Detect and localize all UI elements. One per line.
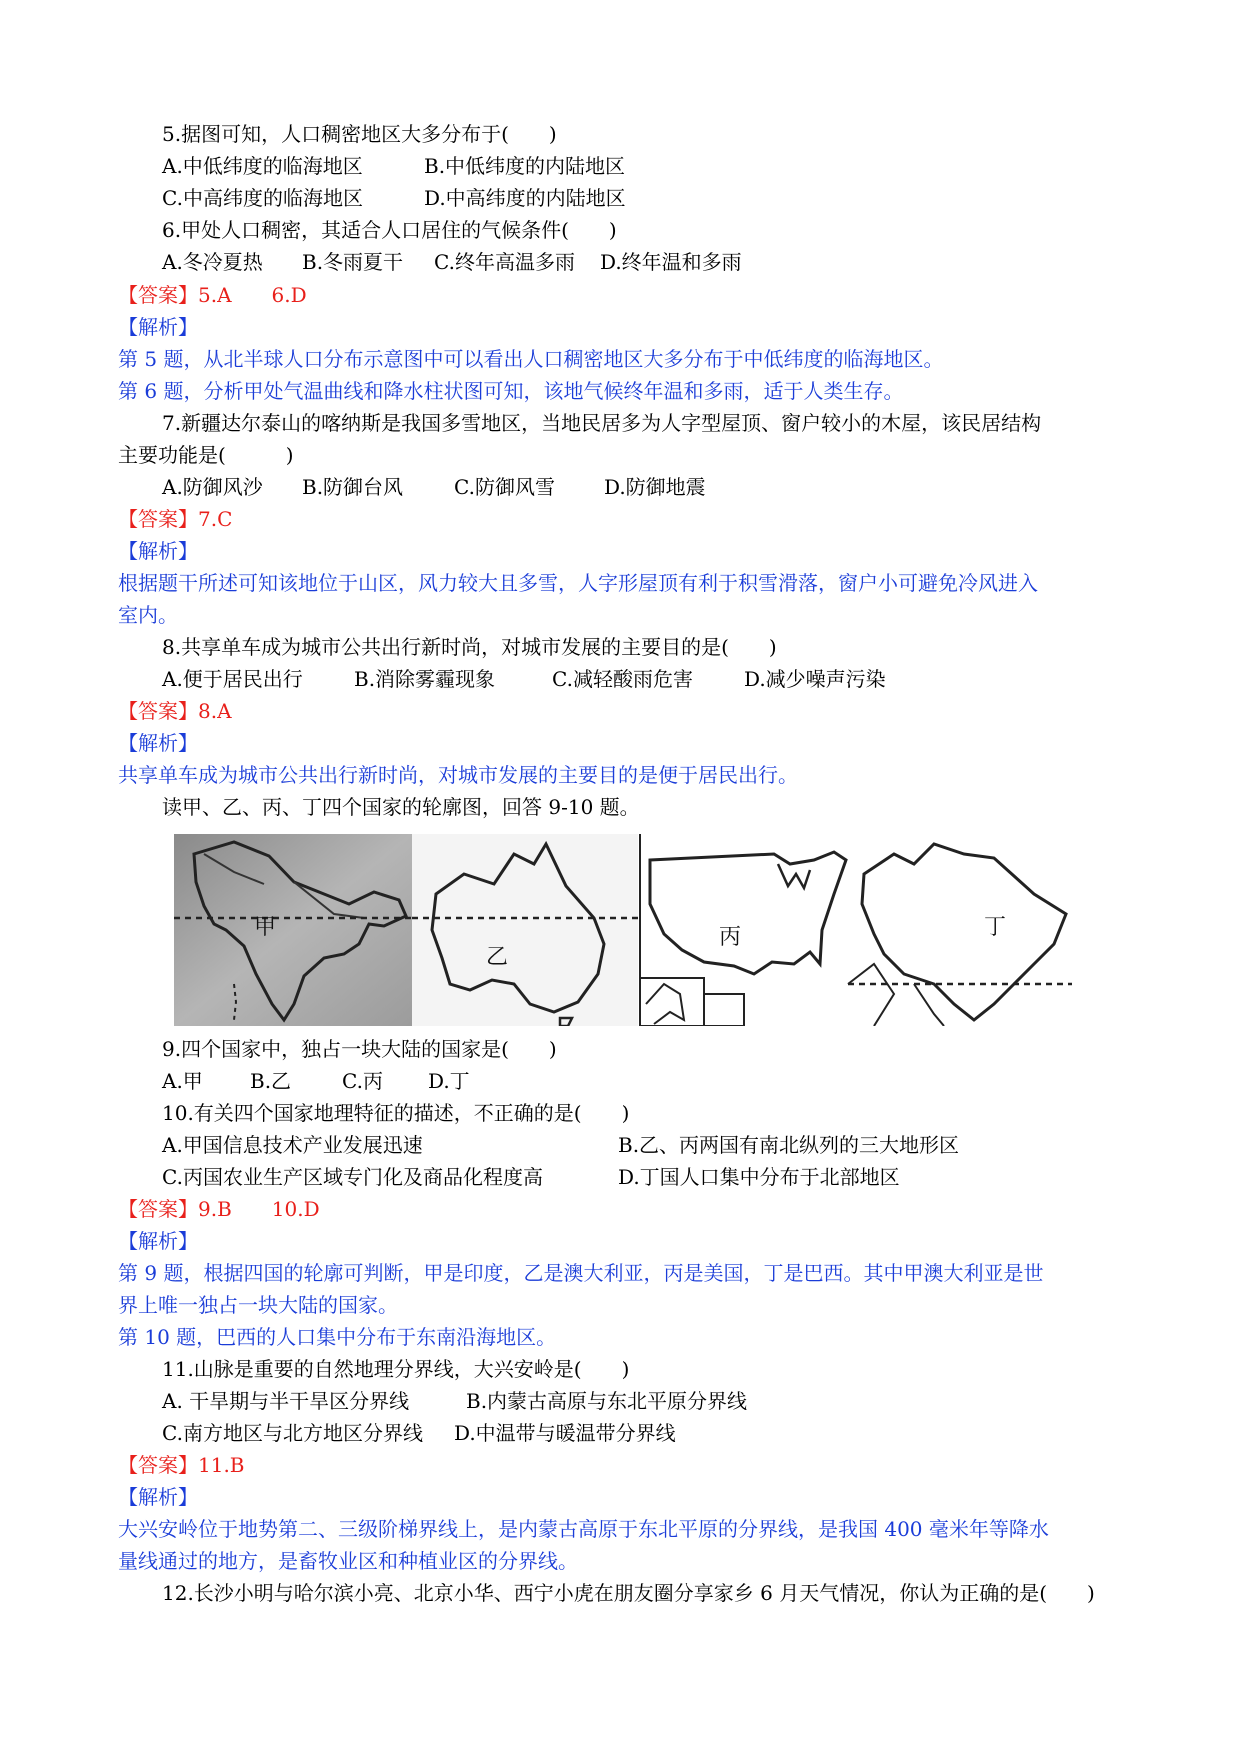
q10-option-c: C.丙国农业生产区域专门化及商品化程度高	[162, 1165, 543, 1189]
explanation-5: 第 5 题，从北半球人口分布示意图中可以看出人口稠密地区大多分布于中低纬度的临海地区。	[118, 347, 944, 371]
q8-option-b: B.消除雾霾现象	[354, 667, 496, 691]
explanation-8: 共享单车成为城市公共出行新时尚，对城市发展的主要目的是便于居民出行。	[118, 763, 798, 787]
answer-9-10: 【答案】9.B 10.D	[118, 1197, 320, 1221]
q9-option-d: D.丁	[428, 1069, 470, 1093]
q11-option-b: B.内蒙古高原与东北平原分界线	[466, 1389, 748, 1413]
analysis-label-5-6: 【解析】	[118, 315, 198, 339]
q8-options	[162, 665, 1062, 693]
q5-option-b: B.中低纬度的内陆地区	[424, 154, 626, 178]
q5-option-d: D.中高纬度的内陆地区	[424, 186, 626, 210]
q6-stem: 6.甲处人口稠密，其适合人口居住的气候条件( )	[162, 218, 617, 242]
q5-stem: 5.据图可知，人口稠密地区大多分布于( )	[162, 122, 557, 146]
q10-options-row1	[162, 1131, 1062, 1159]
explanation-6: 第 6 题，分析甲处气温曲线和降水柱状图可知，该地气候终年温和多雨，适于人类生存。	[118, 379, 904, 403]
q5-option-c: C.中高纬度的临海地区	[162, 186, 363, 210]
country-outline-figure	[174, 834, 1072, 1026]
q8-option-d: D.减少噪声污染	[744, 667, 886, 691]
q5-options-row2	[162, 184, 1062, 212]
explanation-10: 第 10 题，巴西的人口集中分布于东南沿海地区。	[118, 1325, 557, 1349]
analysis-label-9-10: 【解析】	[118, 1229, 198, 1253]
q10-options-row2	[162, 1163, 1062, 1191]
q7-options	[162, 473, 1062, 501]
q10-option-b: B.乙、丙两国有南北纵列的三大地形区	[618, 1133, 960, 1157]
q6-option-c: C.终年高温多雨	[434, 250, 575, 274]
explanation-7-line1: 根据题干所述可知该地位于山区，风力较大且多雪，人字形屋顶有利于积雪滑落，窗户小可避免冷风进入	[118, 571, 1038, 595]
q5-options-row1	[162, 152, 1062, 180]
answer-11: 【答案】11.B	[118, 1453, 245, 1477]
answer-5-6: 【答案】5.A 6.D	[118, 283, 307, 307]
q9-option-c: C.丙	[342, 1069, 383, 1093]
q11-options-row2	[162, 1419, 1062, 1447]
q7-option-c: C.防御风雪	[454, 475, 555, 499]
q7-stem-line2: 主要功能是( )	[118, 443, 294, 467]
label-jia: 甲	[254, 915, 277, 940]
q11-option-a: A. 干旱期与半干旱区分界线	[162, 1389, 410, 1413]
analysis-label-11: 【解析】	[118, 1485, 198, 1509]
q7-option-d: D.防御地震	[604, 475, 706, 499]
q10-option-a: A.甲国信息技术产业发展迅速	[162, 1133, 423, 1157]
explanation-11-line2: 量线通过的地方，是畜牧业区和种植业区的分界线。	[118, 1549, 578, 1573]
panel-bing-usa	[640, 834, 846, 1026]
analysis-label-8: 【解析】	[118, 731, 198, 755]
q11-options-row1	[162, 1387, 1062, 1415]
answer-8: 【答案】8.A	[118, 699, 232, 723]
q10-option-d: D.丁国人口集中分布于北部地区	[618, 1165, 900, 1189]
q10-stem: 10.有关四个国家地理特征的描述，不正确的是( )	[162, 1101, 630, 1125]
q11-option-c: C.南方地区与北方地区分界线	[162, 1421, 423, 1445]
q8-stem: 8.共享单车成为城市公共出行新时尚，对城市发展的主要目的是( )	[162, 635, 777, 659]
q8-option-c: C.减轻酸雨危害	[552, 667, 693, 691]
q5-option-a: A.中低纬度的临海地区	[162, 154, 363, 178]
q9-stem: 9.四个国家中，独占一块大陆的国家是( )	[162, 1037, 557, 1061]
panel-ding-brazil	[848, 834, 1072, 1026]
q6-options	[162, 248, 1062, 276]
q7-option-b: B.防御台风	[302, 475, 404, 499]
q6-option-b: B.冬雨夏干	[302, 250, 404, 274]
explanation-9-line2: 界上唯一独占一块大陆的国家。	[118, 1293, 398, 1317]
explanation-9-line1: 第 9 题，根据四国的轮廓可判断，甲是印度，乙是澳大利亚，丙是美国，丁是巴西。其中甲澳大利亚是世	[118, 1261, 1044, 1285]
analysis-label-7: 【解析】	[118, 539, 198, 563]
q12-stem: 12.长沙小明与哈尔滨小亮、北京小华、西宁小虎在朋友圈分享家乡 6 月天气情况，你认为正确的是( )	[162, 1581, 1095, 1605]
q6-option-a: A.冬冷夏热	[162, 250, 263, 274]
q9-option-a: A.甲	[162, 1069, 203, 1093]
panel-yi-australia	[412, 834, 638, 1026]
q11-stem: 11.山脉是重要的自然地理分界线，大兴安岭是( )	[162, 1357, 630, 1381]
panel-jia-india	[174, 834, 412, 1026]
q6-option-d: D.终年温和多雨	[600, 250, 742, 274]
label-bing: 丙	[719, 925, 742, 950]
q11-option-d: D.中温带与暖温带分界线	[454, 1421, 676, 1445]
label-ding: 丁	[984, 915, 1007, 940]
explanation-7-line2: 室内。	[118, 603, 178, 627]
explanation-11-line1: 大兴安岭位于地势第二、三级阶梯界线上，是内蒙古高原于东北平原的分界线，是我国 400 毫米年等降水	[118, 1517, 1049, 1541]
answer-7: 【答案】7.C	[118, 507, 233, 531]
label-yi: 乙	[486, 945, 509, 970]
q9-option-b: B.乙	[250, 1069, 292, 1093]
q7-option-a: A.防御风沙	[162, 475, 263, 499]
intro-9-10: 读甲、乙、丙、丁四个国家的轮廓图，回答 9-10 题。	[162, 795, 640, 819]
q7-stem-line1: 7.新疆达尔泰山的喀纳斯是我国多雪地区，当地民居多为人字型屋顶、窗户较小的木屋，该民居结构	[162, 411, 1042, 435]
q9-options	[162, 1067, 1062, 1095]
q8-option-a: A.便于居民出行	[162, 667, 303, 691]
